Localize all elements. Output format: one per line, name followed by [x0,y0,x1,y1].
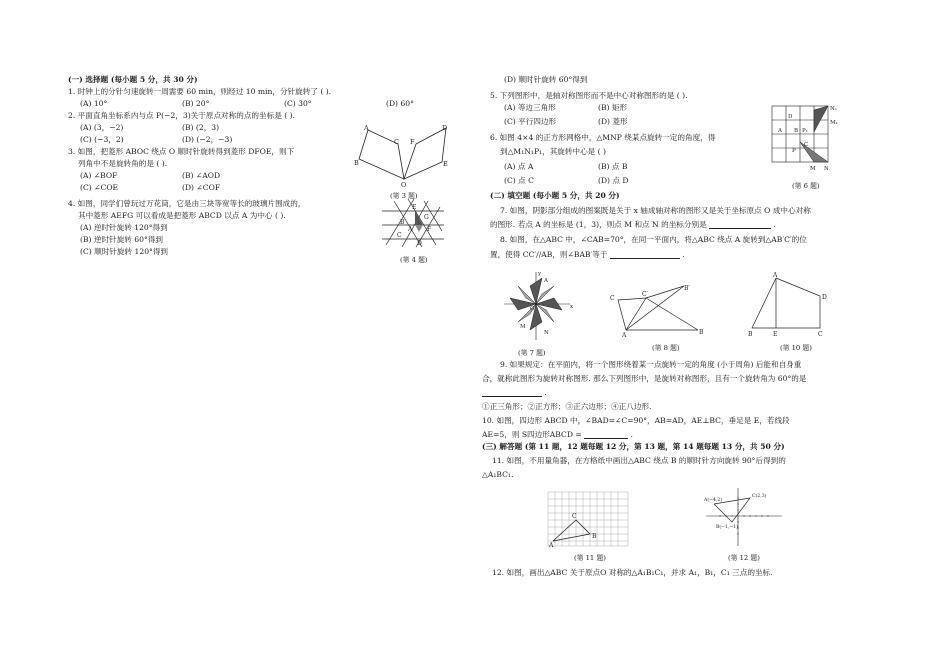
q6-option-c: (C) 点 C [504,176,534,185]
fig6-label-b: B [794,128,799,134]
q9-options: ①正三角形；②正方形；③正六边形；④正八边形. [482,402,652,411]
fig8-label-b: B [699,329,704,336]
q1-option-d: (D) 60° [386,99,414,108]
figure-8-triangles [604,282,710,338]
fig6-label-m1: M₁ [830,120,838,126]
figure-3-caption: (第 3 题) [390,192,418,200]
q5-option-b: (B) 矩形 [598,103,628,112]
fig12-label-b: B(−1,−1) [716,525,738,530]
q12-stem: 12. 如图，画出△ABC 关于原点O 对称的△A₁B₁C₁，并求 A₁，B₁，C₁ 三点的坐标. [492,568,773,577]
q9-line-2: 合，就称此图形为旋转对称图形. 那么下列图形中，是旋转对称图形，且有一个旋转角为 60°的是 [482,374,807,383]
q2-stem: 2. 平面直角坐标系内与点 P(−2，3)关于原点对称的点的坐标是 ( ). [68,111,295,120]
q3-option-b: (B) ∠AOD [182,171,221,180]
q6-option-a: (A) 点 A [504,162,534,171]
q4-option-a: (A) 逆时针旋转 120°得到 [80,223,168,232]
section-2-heading: (二) 填空题 (每小题 5 分，共 20 分) [490,191,620,200]
fig6-label-n1: N₁ [830,106,838,112]
q8-line-2: 置，使得 CC′//AB，则∠BAB′等于 . [490,250,685,259]
q5-option-a: (A) 等边三角形 [504,103,556,112]
fig10-label-e: E [773,331,778,338]
q11-line-1: 11. 如图，不用量角器，在方格纸中画出△ABC 绕点 B 的顺时针方向旋转 90°后得到的 [492,456,786,465]
q10-answer-blank [584,431,628,439]
fig8-label-a: A [622,332,627,338]
figure-12-coordinate-plane [702,484,786,548]
fig8-label-c-prime: C′ [642,291,648,298]
q3-stem-1: 3. 如图，把菱形 ABOC 绕点 O 顺时针旋转得到菱形 DFOE，则下 [68,147,295,156]
fig4-label-f: F [427,226,432,233]
fig4-label-d: D [417,240,422,247]
q11-line-2: △A₁BC₁. [482,470,514,479]
fig7-label-o: O [530,306,535,312]
fig7-label-y: y [538,271,542,277]
fig4-label-g: G [424,214,429,221]
section-1-heading: (一) 选择题 (每小题 5 分，共 30 分) [68,75,198,84]
fig8-label-b-prime: B′ [684,285,690,292]
q6-stem-1: 6. 如图 4×4 的正方形网格中，△MNP 绕某点旋转一定的角度，得 [490,133,716,142]
q4-option-c: (C) 顺时针旋转 120°得到 [80,247,169,256]
figure-10-quadrilateral [746,272,832,338]
q3-option-a: (A) ∠BOF [80,171,118,180]
fig8-label-c: C [610,295,615,302]
fig11-label-c: C [572,513,577,520]
fig3-label-a: A [364,124,369,132]
fig7-label-x: x [570,304,574,310]
q2-option-d: (D) (−2，−3) [182,135,233,144]
fig12-label-a: A(−4,2) [704,498,723,503]
q2-option-a: (A) (3，−2) [80,123,124,132]
q2-option-c: (C) (−3，2) [80,135,124,144]
q3-option-d: (D) ∠COF [182,183,221,192]
figure-10-caption: (第 10 题) [780,344,812,352]
fig10-label-a: A [773,272,778,279]
figure-11-caption: (第 11 题) [574,554,606,562]
q4-option-b: (B) 逆时针旋转 60°得到 [80,235,163,244]
fig6-label-d: D [788,114,793,120]
q8-answer-blank [610,251,680,259]
q4-stem-2: 其中菱形 AEFG 可以看成是把菱形 ABCD 以点 A 为中心 ( ). [78,211,286,220]
fig6-label-c: C [804,142,809,148]
q4-stem-1: 4. 如图，同学们曾玩过万花筒，它是由三块等宽等长的玻璃片围成的， [68,199,306,208]
q1-stem: 1. 时钟上的分针匀速旋转一周需要 60 min，则经过 10 min，分针旋转了 ( ). [68,87,332,96]
fig11-label-b: B [592,533,597,540]
fig3-label-b: B [354,159,359,167]
fig10-label-c: C [818,331,823,338]
fig10-label-b: B [748,331,753,338]
q3-option-c: (C) ∠COE [80,183,119,192]
q6-option-b: (B) 点 B [598,162,628,171]
fig4-label-b: B [400,219,405,226]
fig11-label-a: A [549,542,554,548]
fig3-label-e: E [443,160,448,168]
q5-option-d: (D) 菱形 [598,117,628,126]
q8-line-1: 8. 如图，在△ABC 中，∠CAB=70°，在同一平面内，将△ABC 绕点 A 旋转到△AB′C′的位 [500,235,807,244]
q6-option-d: (D) 点 D [598,176,629,185]
figure-12-caption: (第 12 题) [728,554,760,562]
figure-4-kaleidoscope [380,197,446,251]
fig3-label-f: F [410,138,415,146]
fig3-label-c: C [394,138,399,146]
figure-6-caption: (第 6 题) [792,182,820,190]
figure-6-grid [770,102,840,174]
fig4-label-c: C [397,232,402,239]
q7-line-1: 7. 如图，阴影部分组成的图案既是关于 x 轴成轴对称的图形又是关于坐标原点 O 成中心对称 [500,206,811,215]
q9-line-1: 9. 如果规定：在平面内，将一个图形绕着某一点旋转一定的角度 (小于周角) 后能和自身重 [500,360,802,369]
fig4-label-a: A [408,226,413,233]
fig12-label-c: C(2,3) [752,494,767,499]
q9-answer-blank [482,389,542,397]
q5-stem: 5. 下列图形中，是轴对称图形而不是中心对称图形的是 ( ). [490,91,688,100]
fig6-label-p1: P₁ [802,128,808,134]
q1-option-c: (C) 30° [284,99,312,108]
q4-option-d: (D) 顺时针旋转 60°得到 [504,75,588,84]
fig6-label-p: P [792,148,796,154]
section-3-heading: (三) 解答题 (第 11 题，12 题每题 12 分，第 13 题，第 14 题每题 13 分，共 50 分) [482,442,785,451]
q10-line-2: AE=5，则 S四边形ABCD = . [482,430,633,439]
fig6-label-n: N [824,166,829,172]
q5-option-c: (C) 平行四边形 [504,117,557,126]
q6-stem-2: 到△M₁N₁P₁，其旋转中心是 ( ) [500,147,607,156]
figure-7-caption: (第 7 题) [518,349,546,357]
fig3-label-d: D [442,124,448,132]
q9-line-3: . [482,388,547,397]
q10-line-1: 10. 如图，四边形 ABCD 中，∠BAD=∠C=90°，AB=AD，AE⊥BC，垂足是 E，若线段 [482,416,790,425]
figure-8-caption: (第 8 题) [652,344,680,352]
fig3-label-o: O [401,181,407,188]
figure-11-grid-paper [546,490,630,548]
figure-7-pinwheel [500,268,576,344]
figure-4-caption: (第 4 题) [400,256,428,264]
fig10-label-d: D [822,294,827,301]
q3-stem-2: 列角中不是旋转角的是 ( ). [78,159,168,168]
fig6-label-a: A [778,128,782,134]
q1-option-b: (B) 20° [182,99,210,108]
fig4-label-e: E [412,204,417,211]
figure-3-rhombi [354,124,454,188]
fig7-label-n: N [544,330,549,336]
fig6-label-m: M [810,166,816,172]
q2-option-b: (B) (2，3) [182,123,220,132]
q7-line-2: 的图形. 若点 A 的坐标是 (1，3)，则点 M 和点 N 的坐标分别是 . [490,220,776,229]
fig7-label-m: M [520,324,526,330]
q1-option-a: (A) 10° [80,99,108,108]
q7-answer-blank [709,221,771,229]
fig7-label-a: A [544,278,548,284]
